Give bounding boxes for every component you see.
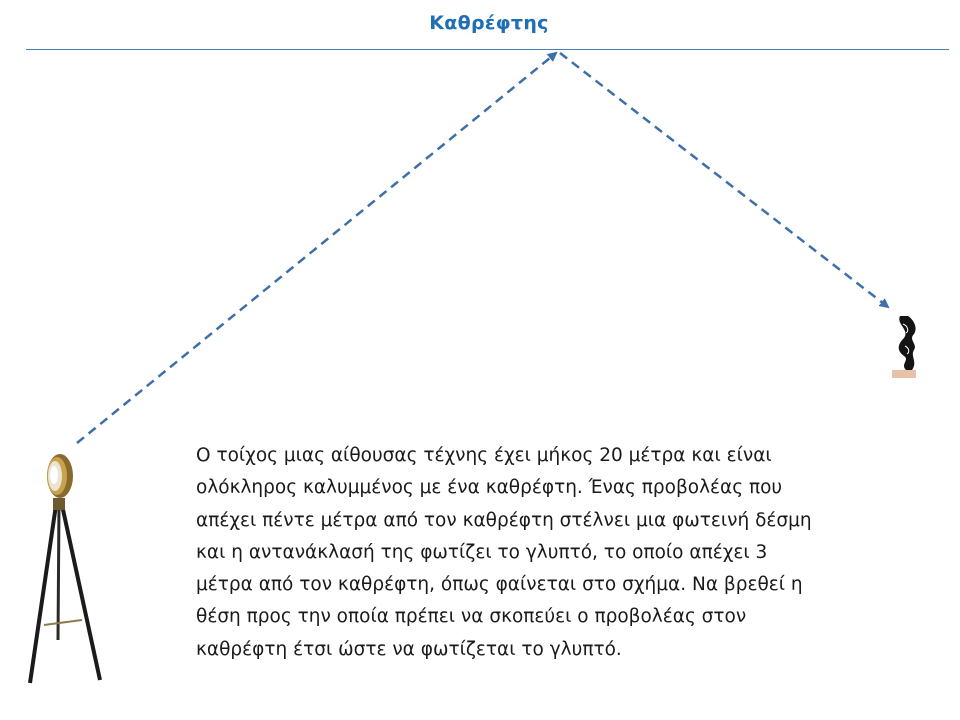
- problem-line: ολόκληρος καλυμμένος με ένα καθρέφτη. Ένας προβολέας που: [196, 477, 783, 499]
- incident-beam: [77, 53, 556, 443]
- page-title: Καθρέφτης: [429, 12, 549, 34]
- sculpture-icon: [892, 316, 916, 378]
- problem-line: θέση προς την οποία πρέπει να σκοπεύει ο προβολέας στον: [196, 606, 747, 628]
- problem-line: μέτρα από τον καθρέφτη, όπως φαίνεται στο σχήμα. Να βρεθεί η: [196, 574, 803, 596]
- problem-line: και η αντανάκλασή της φωτίζει το γλυπτό, το οποίο απέχει 3: [196, 541, 768, 563]
- problem-statement: [196, 440, 926, 666]
- problem-line: Ο τοίχος μιας αίθουσας τέχνης έχει μήκος 20 μέτρα και είναι: [196, 445, 772, 466]
- problem-line: καθρέφτη έτσι ώστε να φωτίζεται το γλυπτό.: [196, 638, 622, 660]
- problem-line: απέχει πέντε μέτρα από τον καθρέφτη στέλνει μια φωτεινή δέσμη: [196, 509, 812, 531]
- reflected-beam: [560, 53, 888, 307]
- spotlight-icon: [30, 454, 100, 683]
